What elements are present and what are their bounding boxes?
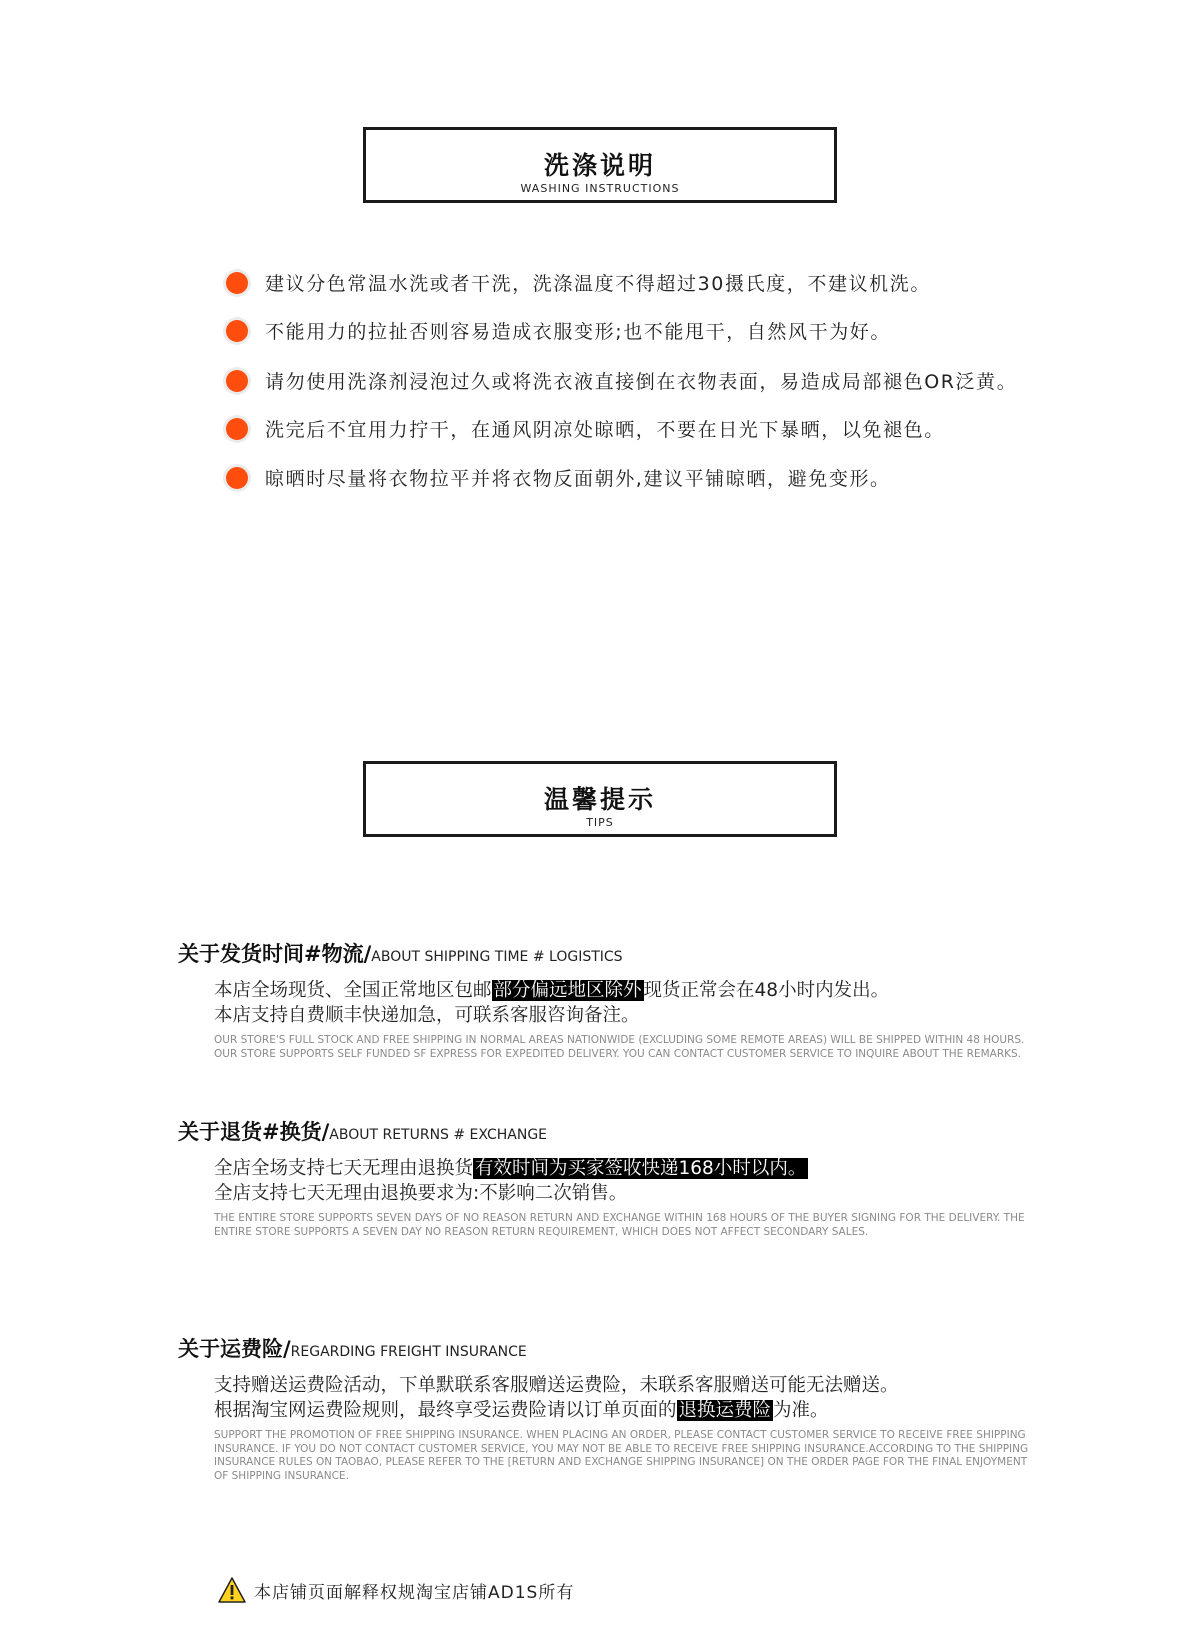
tip-line bbox=[214, 1156, 1044, 1181]
heading-en: ABOUT SHIPPING TIME # LOGISTICS bbox=[371, 949, 623, 965]
bullet-dot-icon bbox=[226, 418, 248, 440]
heading-cn: 关于退货#换货/ bbox=[178, 1120, 330, 1144]
insurance-section bbox=[178, 1333, 1044, 1483]
section-heading bbox=[178, 1116, 1044, 1146]
footer-note bbox=[218, 1577, 574, 1603]
bullet-dot-icon bbox=[226, 320, 248, 342]
list-item bbox=[226, 464, 891, 491]
english-note: THE ENTIRE STORE SUPPORTS SEVEN DAYS OF NO REASON RETURN AND EXCHANGE WITHIN 168 HOURS OF THE BUYER SIGNING FOR THE DELIVERY. THE ENTIRE STORE SUPPORTS A SEVEN DAY NO REASON RETURN REQUIREMENT, WHICH DOES NOT AFFECT SECONDARY SALES. bbox=[214, 1212, 1025, 1238]
highlight-text: 部分偏远地区除外 bbox=[493, 980, 642, 1001]
list-item bbox=[226, 415, 945, 442]
line-text: 全店全场支持七天无理由退换货 bbox=[214, 1158, 474, 1179]
bullet-dot-icon bbox=[226, 467, 248, 489]
highlight-text: 退换运费险 bbox=[678, 1400, 772, 1421]
line-text: 为准。 bbox=[773, 1400, 829, 1421]
washing-item-text: 晾晒时尽量将衣物拉平并将衣物反面朝外,建议平铺晾晒，避免变形。 bbox=[265, 468, 891, 490]
washing-title-box bbox=[363, 127, 837, 203]
washing-item-text: 请勿使用洗涤剂浸泡过久或将洗衣液直接倒在衣物表面，易造成局部褪色OR泛黄。 bbox=[265, 371, 1018, 393]
shipping-section bbox=[178, 938, 1044, 1061]
heading-en: ABOUT RETURNS # EXCHANGE bbox=[329, 1127, 548, 1143]
bullet-dot-icon bbox=[226, 370, 248, 392]
tips-title: 温馨提示 bbox=[543, 785, 656, 814]
highlight-text: 有效时间为买家签收快递168小时以内。 bbox=[475, 1158, 807, 1179]
washing-item-text: 建议分色常温水洗或者干洗，洗涤温度不得超过30摄氏度，不建议机洗。 bbox=[265, 273, 931, 295]
section-heading bbox=[178, 1333, 1044, 1363]
list-item bbox=[226, 317, 891, 344]
line-text: 本店全场现货、全国正常地区包邮 bbox=[214, 980, 492, 1001]
line-text: 根据淘宝网运费险规则，最终享受运费险请以订单页面的 bbox=[214, 1400, 677, 1421]
line-text: 现货正常会在48小时内发出。 bbox=[643, 980, 890, 1001]
tips-title-en: TIPS bbox=[586, 816, 614, 829]
list-item bbox=[226, 269, 931, 296]
tip-line: 支持赠送运费险活动，下单默联系客服赠送运费险，未联系客服赠送可能无法赠送。 bbox=[214, 1375, 899, 1396]
english-note: SUPPORT THE PROMOTION OF FREE SHIPPING INSURANCE. WHEN PLACING AN ORDER, PLEASE CONTACT CUSTOMER SERVICE TO RECEIVE FREE SHIPPING INSURANCE. IF YOU DO NOT CONTACT CUSTOMER SERVICE, YOU MAY NOT BE ABLE TO RECEIVE FREE SHIPPING INSURANCE.ACCORDING TO THE SHIPPING INSURANCE RULES ON TAOBAO, PLEASE REFER TO THE [RETURN AND EXCHANGE SHIPPING INSURANCE] ON THE ORDER PAGE FOR THE FINAL ENJOYMENT OF SHIPPING INSURANCE. bbox=[214, 1429, 1029, 1482]
english-note: OUR STORE'S FULL STOCK AND FREE SHIPPING IN NORMAL AREAS NATIONWIDE (EXCLUDING SOME REMOTE AREAS) WILL BE SHIPPED WITHIN 48 HOURS. OUR STORE SUPPORTS SELF FUNDED SF EXPRESS FOR EXPEDITED DELIVERY. YOU CAN CONTACT CUSTOMER SERVICE TO INQUIRE ABOUT THE REMARKS. bbox=[214, 1034, 1025, 1060]
washing-item-text: 洗完后不宜用力拧干，在通风阴凉处晾晒，不要在日光下暴晒，以免褪色。 bbox=[265, 419, 945, 441]
returns-section bbox=[178, 1116, 1044, 1239]
tip-line bbox=[214, 1398, 1044, 1423]
bullet-dot-icon bbox=[226, 272, 248, 294]
heading-en: REGARDING FREIGHT INSURANCE bbox=[290, 1344, 527, 1360]
heading-cn: 关于运费险/ bbox=[178, 1337, 291, 1361]
footer-text: 本店铺页面解释权规淘宝店铺AD1S所有 bbox=[254, 1582, 575, 1603]
tip-line: 本店支持自费顺丰快递加急，可联系客服咨询备注。 bbox=[214, 1005, 640, 1026]
washing-title: 洗涤说明 bbox=[543, 151, 656, 180]
heading-cn: 关于发货时间#物流/ bbox=[178, 942, 372, 966]
tips-title-box bbox=[363, 761, 837, 837]
washing-item-text: 不能用力的拉扯否则容易造成衣服变形;也不能甩干，自然风干为好。 bbox=[265, 321, 892, 343]
warning-icon bbox=[218, 1577, 246, 1603]
section-heading bbox=[178, 938, 1044, 968]
tip-line: 全店支持七天无理由退换要求为:不影响二次销售。 bbox=[214, 1183, 628, 1204]
washing-title-en: WASHING INSTRUCTIONS bbox=[520, 182, 680, 195]
list-item bbox=[226, 367, 1017, 394]
tip-line bbox=[214, 978, 1044, 1003]
